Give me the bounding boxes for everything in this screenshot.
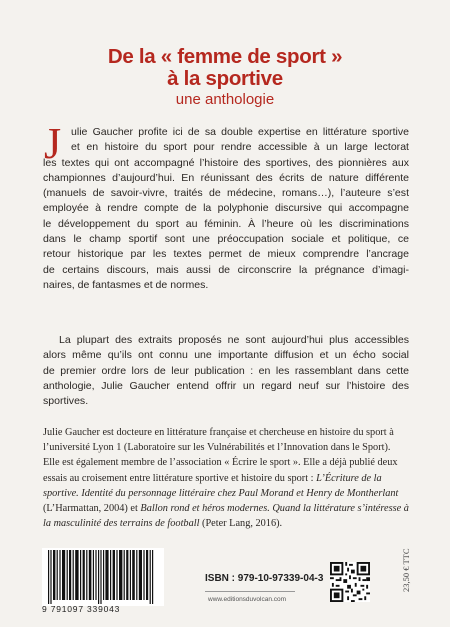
bio-line bbox=[43, 471, 409, 486]
drop-cap: J bbox=[44, 119, 62, 168]
book-title-ref: sportive. Identité du personnage littéraire chez Paul Morand et Henry de Montherlant bbox=[43, 487, 399, 499]
blurb-line: employée à rendre compte de la polyphonie discursive qui accompagne bbox=[43, 202, 409, 215]
bio-line bbox=[43, 486, 409, 501]
blurb-paragraph-2 bbox=[43, 333, 409, 409]
bio-text: essais au croisement entre littérature sportive et histoire du sport : bbox=[43, 472, 317, 484]
isbn: ISBN : 979-10-97339-04-3 bbox=[205, 573, 324, 584]
bio-text: (Peter Lang, 2016). bbox=[199, 518, 283, 530]
blurb-line: de premier ordre lors de leur publication : en les rassemblant dans cette bbox=[43, 364, 409, 377]
divider bbox=[205, 591, 295, 592]
book-title-ref: la masculinité des terrains de football bbox=[43, 518, 200, 530]
blurb-line: de certains discours, mais aussi de circonscrire la prégnance d’imagi- bbox=[43, 263, 409, 276]
bio-line bbox=[43, 516, 409, 531]
barcode-digits: 9 791097 339043 bbox=[42, 604, 121, 614]
blurb-line: ulie Gaucher profite ici de sa double expertise en littérature sportive bbox=[71, 126, 409, 138]
bio-line: Julie Gaucher est docteure en littérature française et chercheuse en histoire du sport à bbox=[43, 427, 394, 438]
book-title-line-2: à la sportive bbox=[167, 67, 283, 90]
blurb-line: alors même qu’ils ont connu une importante diffusion et un écho social bbox=[43, 349, 409, 362]
blurb-line: La plupart des extraits proposés ne sont aujourd’hui plus accessibles bbox=[59, 334, 409, 346]
book-subtitle: une anthologie bbox=[175, 91, 275, 108]
qr-code-icon bbox=[330, 562, 370, 602]
blurb-line: le développement du sport au féminin. À l’heure où les discriminations bbox=[43, 217, 409, 230]
price: 23,50 € TTC bbox=[401, 548, 411, 592]
blurb-line: naires, de fantasmes et de normes. bbox=[43, 278, 209, 291]
bio-line bbox=[43, 501, 409, 516]
blurb-paragraph-1 bbox=[43, 125, 409, 293]
title-block bbox=[0, 46, 450, 109]
book-title-ref: L’Écriture de la bbox=[316, 472, 382, 484]
blurb-line: et en histoire du sport pour rendre accessible à un large lectorat bbox=[71, 141, 409, 154]
book-title-line-1: De la « femme de sport » bbox=[107, 45, 343, 68]
blurb-line: (manuels de savoir-vivre, traités de médecine, romans…), l’auteure s’est bbox=[43, 187, 409, 200]
barcode bbox=[42, 548, 164, 606]
blurb-line: sportives. bbox=[43, 395, 89, 408]
publisher-website: www.editionsduvolcan.com bbox=[208, 596, 287, 603]
bio-text: (L’Harmattan, 2004) et bbox=[43, 503, 141, 515]
bio-line: l’université Lyon 1 (Laboratoire sur les Vulnérabilités et l’Innovation dans le Sport). bbox=[43, 442, 391, 454]
blurb-line: les textes qui ont accompagné l’histoire des sportives, des pionnières aux bbox=[43, 156, 409, 169]
author-bio bbox=[43, 425, 409, 531]
blurb-line: anthologie, Julie Gaucher entend offrir un regard neuf sur l’histoire des bbox=[43, 379, 409, 392]
bio-line: Elle est également membre de l’association « Écrire le sport ». Elle a déjà publié deux bbox=[43, 457, 398, 469]
blurb-line: retour historique par les textes permet de mieux comprendre l’ancrage bbox=[43, 248, 409, 261]
book-title-ref: Ballon rond et héros modernes. Quand la littérature s’intéresse à bbox=[140, 503, 409, 515]
blurb-line: championnes d’aujourd’hui. En réunissant des écrits de nature différente bbox=[43, 171, 409, 184]
blurb-line: dans le champ sportif sont une préoccupation sociale et politique, ce bbox=[43, 233, 409, 246]
